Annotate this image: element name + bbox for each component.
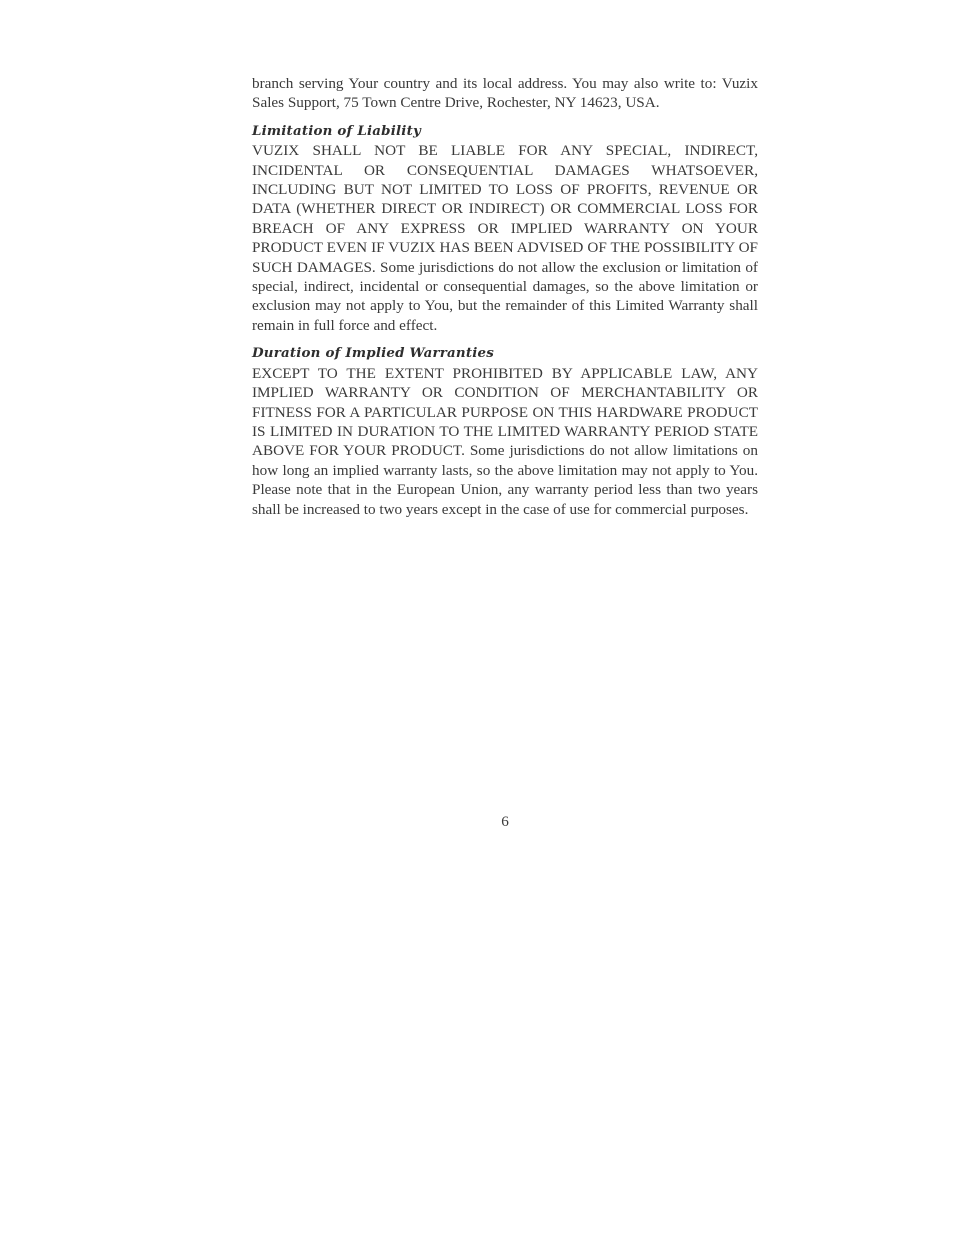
section-limitation-of-liability — [252, 122, 758, 335]
section-gap — [252, 113, 758, 122]
section-heading: Duration of Implied Warranties — [252, 345, 494, 362]
intro-paragraph: branch serving Your country and its local address. You may also write to: Vuzix Sales Support, 75 Town Centre Drive, Rochester, NY 14623, USA. — [252, 75, 758, 112]
section-duration-of-implied-warranties — [252, 344, 758, 519]
section-gap — [252, 335, 758, 344]
section-body: EXCEPT TO THE EXTENT PROHIBITED BY APPLICABLE LAW, ANY IMPLIED WARRANTY OR CONDITION OF MERCHANTABILITY OR FITNESS FOR A PARTICULAR PURPOSE ON THIS HARDWARE PRODUCT IS LIMITED IN DURATION TO THE LIMITED WARRANTY PERIOD STATE ABOVE FOR YOUR PRODUCT. Some jurisdictions do not allow limitations on how long an implied warranty lasts, so the above limitation may not apply to You. Please note that in the European Union, any warranty period less than two years shall be increased to two years except in the case of use for commercial purposes. — [252, 364, 758, 518]
section-body: VUZIX SHALL NOT BE LIABLE FOR ANY SPECIAL, INDIRECT, INCIDENTAL OR CONSEQUENTIAL DAMAGES WHATSOEVER, INCLUDING BUT NOT LIMITED TO LOSS OF PROFITS, REVENUE OR DATA (WHETHER DIRECT OR INDIRECT) OR COMMERCIAL LOSS FOR BREACH OF ANY EXPRESS OR IMPLIED WARRANTY ON YOUR PRODUCT EVEN IF VUZIX HAS BEEN ADVISED OF THE POSSIBILITY OF SUCH DAMAGES. Some jurisdictions do not allow the exclusion or limitation of special, indirect, incidental or consequential damages, so the above limitation or exclusion may not apply to You, but the remainder of this Limited Warranty shall remain in full force and effect. — [252, 142, 758, 334]
document-page — [252, 74, 758, 519]
page-number: 6 — [501, 813, 509, 830]
section-heading: Limitation of Liability — [252, 122, 421, 139]
